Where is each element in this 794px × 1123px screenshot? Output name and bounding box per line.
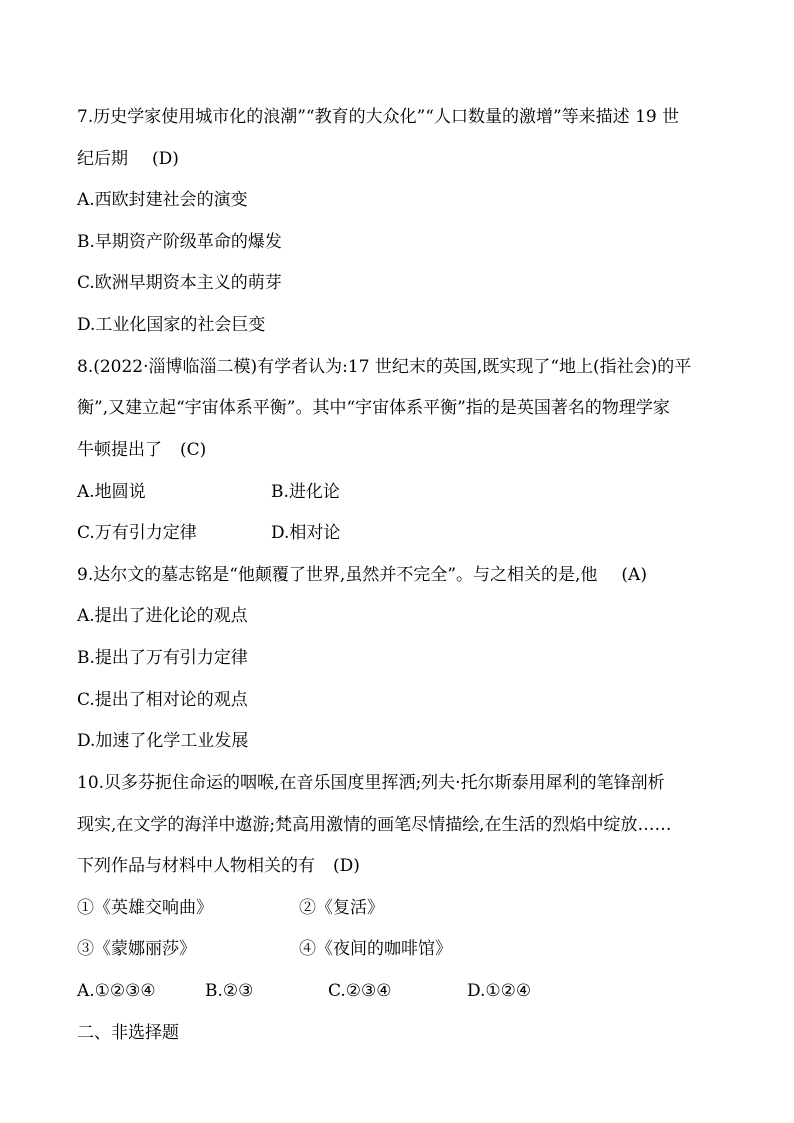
q10-option-d: D.①②④ bbox=[467, 981, 532, 1001]
q9-option-d: D.加速了化学工业发展 bbox=[77, 731, 249, 751]
q10-option-a: A.①②③④ bbox=[77, 981, 156, 1001]
q9-stem-text: 9.达尔文的墓志铭是“他颠覆了世界,虽然并不完全”。与之相关的是,他 bbox=[77, 565, 598, 585]
q7-option-a: A.西欧封建社会的演变 bbox=[77, 190, 248, 210]
q10-item-3: ③《蒙娜丽莎》 bbox=[77, 939, 196, 959]
q10-option-b: B.②③ bbox=[205, 981, 254, 1001]
q9-option-b: B.提出了万有引力定律 bbox=[77, 648, 248, 668]
q10-item-2: ②《复活》 bbox=[299, 898, 384, 918]
q10-stem-text: 下列作品与材料中人物相关的有 bbox=[77, 856, 315, 876]
q8-stem-line2: 衡”,又建立起“宇宙体系平衡”。其中“宇宙体系平衡”指的是英国著名的物理学家 bbox=[77, 398, 670, 418]
q7-option-d: D.工业化国家的社会巨变 bbox=[77, 315, 266, 335]
q10-stem-line3 bbox=[77, 855, 360, 877]
q10-item-1: ①《英雄交响曲》 bbox=[77, 898, 213, 918]
q8-answer: (C) bbox=[180, 440, 207, 460]
q7-option-c: C.欧洲早期资本主义的萌芽 bbox=[77, 273, 282, 293]
q10-stem-line2: 现实,在文学的海洋中遨游;梵高用激情的画笔尽情描绘,在生活的烈焰中绽放…… bbox=[77, 815, 672, 835]
q8-stem-line3 bbox=[77, 439, 206, 461]
q8-stem-line1: 8.(2022·淄博临淄二模)有学者认为:17 世纪末的英国,既实现了“地上(指社会)的平 bbox=[77, 357, 692, 377]
q9-stem-line1 bbox=[77, 564, 647, 586]
q7-stem-line2 bbox=[77, 148, 179, 170]
q10-stem-line1: 10.贝多芬扼住命运的咽喉,在音乐国度里挥洒;列夫·托尔斯泰用犀利的笔锋剖析 bbox=[77, 773, 665, 793]
q8-option-c: C.万有引力定律 bbox=[77, 523, 197, 543]
q10-item-4: ④《夜间的咖啡馆》 bbox=[299, 939, 452, 959]
q7-stem-text: 纪后期 bbox=[77, 149, 128, 169]
q8-option-a: A.地圆说 bbox=[77, 482, 146, 502]
q7-answer: (D) bbox=[152, 149, 179, 169]
q8-stem-text: 牛顿提出了 bbox=[77, 440, 162, 460]
q7-stem-line1: 7.历史学家使用城市化的浪潮”“教育的大众化”“人口数量的激增”等来描述 19 世 bbox=[77, 107, 680, 127]
section-title: 二、非选择题 bbox=[77, 1023, 179, 1043]
q10-option-c: C.②③④ bbox=[328, 981, 392, 1001]
q9-option-c: C.提出了相对论的观点 bbox=[77, 690, 248, 710]
q8-option-b: B.进化论 bbox=[271, 482, 340, 502]
q9-answer: (A) bbox=[621, 565, 647, 585]
q7-option-b: B.早期资产阶级革命的爆发 bbox=[77, 232, 282, 252]
q8-option-d: D.相对论 bbox=[271, 523, 341, 543]
q9-option-a: A.提出了进化论的观点 bbox=[77, 606, 248, 626]
q10-answer: (D) bbox=[333, 856, 360, 876]
